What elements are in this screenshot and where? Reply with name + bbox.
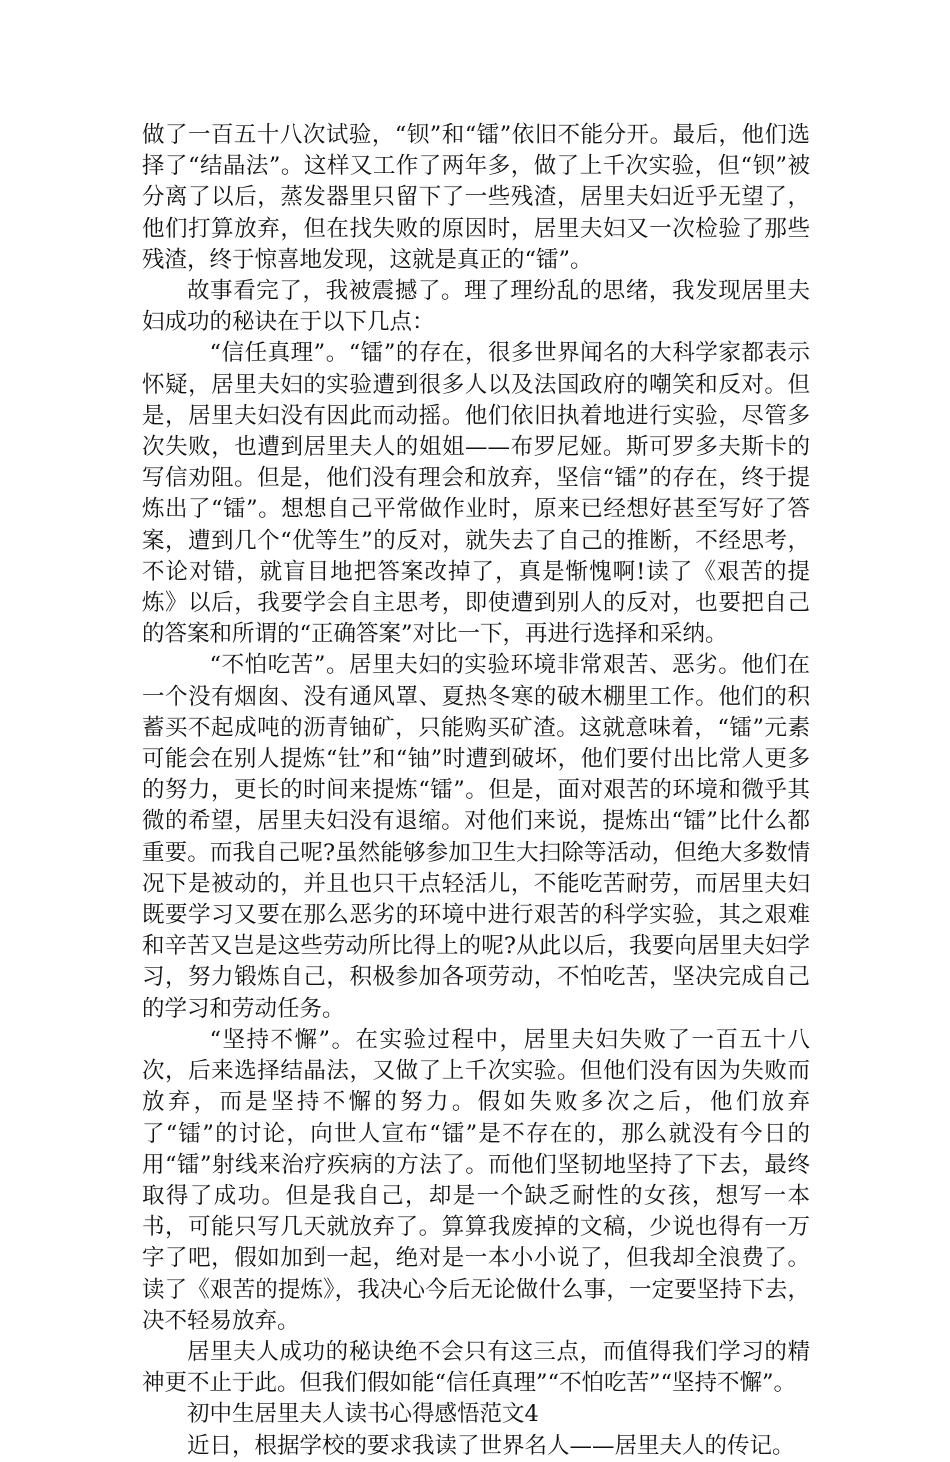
section-heading: 初中生居里夫人读书心得感悟范文4 bbox=[187, 1401, 539, 1428]
paragraph-next-essay-start: 近日，根据学校的要求我读了世界名人——居里夫人的传记。 bbox=[187, 1432, 795, 1459]
paragraph-conclusion: 居里夫人成功的秘诀绝不会只有这三点，而值得我们学习的精神更不止于此。但我们假如能“信任真理”“不怕吃苦”“坚持不懈”。 bbox=[142, 1338, 810, 1397]
document-page bbox=[142, 120, 810, 1462]
paragraph-trust-truth: “信任真理”。“镭”的存在，很多世界闻名的大科学家都表示怀疑，居里夫妇的实验遭到很多人以及法国政府的嘲笑和反对。但是，居里夫妇没有因此而动摇。他们依旧执着地进行实验，尽管多次失败，也遭到居里夫人的姐姐——布罗尼娅。斯可罗多夫斯卡的写信劝阻。但是，他们没有理会和放弃，坚信“镭”的存在，终于提炼出了“镭”。想想自己平常做作业时，原来已经想好甚至写好了答案，遭到几个“优等生”的反对，就失去了自己的推断，不经思考，不论对错，就盲目地把答案改掉了，真是惭愧啊!读了《艰苦的提炼》以后，我要学会自主思考，即使遭到别人的反对，也要把自己的答案和所谓的“正确答案”对比一下，再进行选择和采纳。 bbox=[142, 340, 810, 648]
paragraph-reflection-intro: 故事看完了，我被震撼了。理了理纷乱的思绪，我发现居里夫妇成功的秘诀在于以下几点： bbox=[142, 278, 810, 336]
paragraph-not-afraid-hardship: “不怕吃苦”。居里夫妇的实验环境非常艰苦、恶劣。他们在一个没有烟囱、没有通风罩、夏热冬寒的破木棚里工作。他们的积蓄买不起成吨的沥青铀矿，只能购买矿渣。这就意味着，“镭”元素可能会在别人提炼“钍”和“铀”时遭到破坏，他们要付出比常人更多的努力，更长的时间来提炼“镭”。但是，面对艰苦的环境和微乎其微的希望，居里夫妇没有退缩。对他们来说，提炼出“镭”比什么都重要。而我自己呢?虽然能够参加卫生大扫除等活动，但绝大多数情况下是被动的，并且也只干点轻活儿，不能吃苦耐劳，而居里夫妇既要学习又要在那么恶劣的环境中进行艰苦的科学实验，其之艰难和辛苦又岂是这些劳动所比得上的呢?从此以后，我要向居里夫妇学习，努力锻炼自己，积极参加各项劳动，不怕吃苦，坚决完成自己的学习和劳动任务。 bbox=[142, 652, 810, 1022]
paragraph-perseverance: “坚持不懈”。在实验过程中，居里夫妇失败了一百五十八次，后来选择结晶法，又做了上千次实验。但他们没有因为失败而放弃，而是坚持不懈的努力。假如失败多次之后，他们放弃了“镭”的讨论，向世人宣布“镭”是不存在的，那么就没有今日的用“镭”射线来治疗疾病的方法了。而他们坚韧地坚持了下去，最终取得了成功。但是我自己，却是一个缺乏耐性的女孩，想写一本书，可能只写几天就放弃了。算算我废掉的文稿，少说也得有一万字了吧，假如加到一起，绝对是一本小小说了，但我却全浪费了。读了《艰苦的提炼》，我决心今后无论做什么事，一定要坚持下去，决不轻易放弃。 bbox=[142, 1026, 810, 1334]
paragraph-experiment-summary: 做了一百五十八次试验，“钡”和“镭”依旧不能分开。最后，他们选择了“结晶法”。这样又工作了两年多，做了上千次实验，但“钡”被分离了以后，蒸发器里只留下了一些残渣，居里夫妇近乎无望了，他们打算放弃，但在找失败的原因时，居里夫妇又一次检验了那些残渣，终于惊喜地发现，这就是真正的“镭”。 bbox=[142, 122, 810, 273]
